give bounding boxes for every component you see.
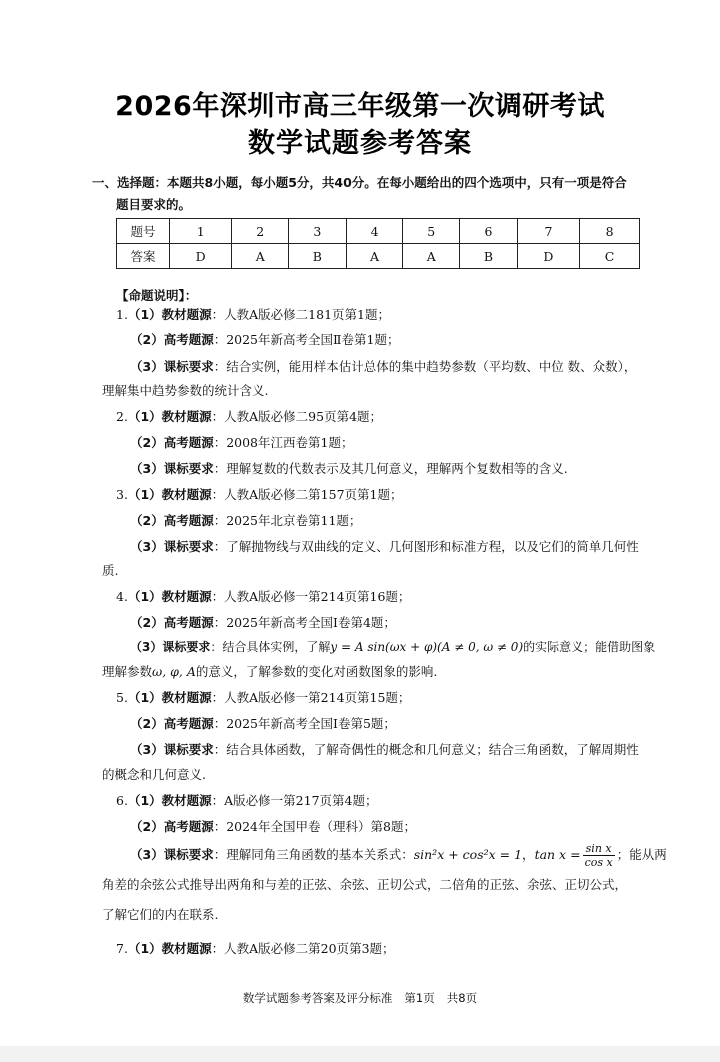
q2-exam-line (130, 434, 353, 452)
q2-exam: ：2008年江西卷第1题； (213, 435, 354, 450)
standard-label: （3）课标要求 (130, 539, 214, 554)
q2-textbook-line (116, 408, 382, 426)
q3-standard-cont: 质. (102, 563, 119, 578)
q1-textbook: ：人教A版必修二181页第1题； (211, 307, 390, 322)
standard-label: （3）课标要求 (130, 640, 211, 654)
fraction-denominator: cos x (584, 856, 613, 869)
section-heading-text: 一、选择题：本题共8小题，每小题5分，共40分。在每小题给出的四个选项中，只有一项是符合 (92, 175, 627, 190)
q6-exam: ：2024年全国甲卷（理科）第8题； (213, 819, 416, 834)
q4-textbook: ：人教A版必修一第214页第16题； (211, 589, 411, 604)
q1-number: 1. (116, 307, 128, 322)
q1-exam: ：2025年新高考全国Ⅱ卷第1题； (213, 332, 400, 347)
answer-cell: C (580, 244, 640, 269)
q2-number: 2. (116, 409, 128, 424)
answer-table-row-numbers (117, 219, 640, 244)
row-label-number: 题号 (117, 219, 170, 244)
footer-text: 数学试题参考答案及评分标准 (242, 991, 393, 1005)
exam-label: （2）高考题源 (130, 716, 214, 731)
q3-standard: ：了解抛物线与双曲线的定义、几何图形和标准方程，以及它们的简单几何性 (213, 539, 639, 554)
q5-standard-line (130, 741, 639, 759)
q4-textbook-line (116, 588, 410, 606)
answer-cell: A (346, 244, 403, 269)
exam-label: （2）高考题源 (130, 435, 214, 450)
section-heading (92, 172, 682, 216)
notes-title: 【命题说明】： (116, 288, 198, 303)
q2-standard: ：理解复数的代数表示及其几何意义，理解两个复数相等的含义. (213, 461, 568, 476)
q4-params: ω, φ, A (152, 664, 196, 679)
row-label-answer: 答案 (117, 244, 170, 269)
question-number: 1 (170, 219, 232, 244)
q6-identity: sin²x + cos²x = 1 (413, 847, 523, 862)
q6-tan-lhs: tan x = (534, 847, 581, 862)
question-number: 6 (460, 219, 518, 244)
q6-tan-fraction (583, 842, 615, 869)
answer-table-row-answers (117, 244, 640, 269)
answer-cell: A (232, 244, 289, 269)
answer-cell: A (403, 244, 460, 269)
q4-cont-pre: 理解参数 (102, 664, 153, 679)
exam-subtitle: 数学试题参考答案 (248, 128, 472, 159)
q5-number: 5. (116, 690, 128, 705)
question-number: 4 (346, 219, 403, 244)
textbook-label: （1）教材题源 (127, 690, 212, 705)
q4-standard-cont (102, 663, 437, 681)
standard-label: （3）课标要求 (130, 847, 214, 862)
standard-label: （3）课标要求 (130, 359, 214, 374)
section-heading-cont: 题目要求的。 (116, 197, 192, 212)
q5-exam-line (130, 715, 396, 733)
answer-table (116, 218, 640, 269)
question-number: 8 (580, 219, 640, 244)
exam-label: （2）高考题源 (130, 819, 214, 834)
question-number: 7 (517, 219, 579, 244)
q1-textbook-line (116, 306, 390, 324)
exam-label: （2）高考题源 (130, 332, 214, 347)
q6-textbook-line (116, 792, 377, 810)
q6-exam-line (130, 818, 416, 836)
answer-cell: D (170, 244, 232, 269)
textbook-label: （1）教材题源 (127, 409, 212, 424)
q1-exam-line (130, 331, 399, 349)
q4-formula: y = A sin(ωx + φ)(A ≠ 0, ω ≠ 0) (330, 640, 524, 654)
question-number: 3 (289, 219, 347, 244)
fraction-numerator: sin x (583, 842, 615, 856)
footer-total: 共8页 (446, 991, 478, 1005)
textbook-label: （1）教材题源 (127, 589, 212, 604)
q7-textbook-line (116, 940, 395, 958)
q4-standard-post: 的实际意义；能借助图象 (523, 640, 656, 654)
q6-sep: ， (522, 847, 535, 862)
answer-cell: B (289, 244, 347, 269)
question-number: 2 (232, 219, 289, 244)
textbook-label: （1）教材题源 (127, 487, 212, 502)
q5-standard: ：结合具体函数，了解奇偶性的概念和几何意义；结合三角函数，了解周期性 (213, 742, 639, 757)
q5-standard-cont: 的概念和几何意义. (102, 767, 206, 782)
q4-cont-post: 的意义，了解参数的变化对函数图象的影响. (195, 664, 438, 679)
q6-standard-post: ；能从两 (616, 847, 667, 862)
q6-number: 6. (116, 793, 128, 808)
q5-exam: ：2025年新高考全国Ⅰ卷第5题； (213, 716, 396, 731)
q6-textbook: ：A版必修一第217页第4题； (211, 793, 378, 808)
exam-title: 2026年深圳市高三年级第一次调研考试 (115, 91, 605, 122)
q3-exam: ：2025年北京卷第11题； (213, 513, 362, 528)
footer-page: 第1页 (404, 991, 435, 1005)
answer-cell: D (517, 244, 579, 269)
q7-textbook: ：人教A版必修二第20页第3题； (211, 941, 395, 956)
q6-standard-cont2: 了解它们的内在联系. (102, 907, 219, 922)
q4-exam-line (130, 614, 396, 632)
q2-standard-line (130, 460, 568, 478)
q4-number: 4. (116, 589, 128, 604)
bottom-strip (0, 1046, 720, 1062)
q5-textbook: ：人教A版必修一第214页第15题； (211, 690, 411, 705)
q1-standard-line (130, 358, 636, 376)
exam-label: （2）高考题源 (130, 513, 214, 528)
q1-standard: ：结合实例，能用样本估计总体的集中趋势参数（平均数、中位 数、众数）， (213, 359, 637, 374)
exam-label: （2）高考题源 (130, 615, 214, 630)
page-footer (0, 990, 720, 1006)
q4-standard-pre: ：结合具体实例，了解 (210, 640, 331, 654)
question-number: 5 (403, 219, 460, 244)
textbook-label: （1）教材题源 (127, 307, 212, 322)
q1-standard-cont: 理解集中趋势参数的统计含义. (102, 383, 269, 398)
q3-standard-line (130, 538, 639, 556)
q4-exam: ：2025年新高考全国Ⅰ卷第4题； (213, 615, 396, 630)
standard-label: （3）课标要求 (130, 742, 214, 757)
q6-standard-pre: ：理解同角三角函数的基本关系式： (213, 847, 414, 862)
textbook-label: （1）教材题源 (127, 793, 212, 808)
q3-textbook-line (116, 486, 402, 504)
answer-cell: B (460, 244, 518, 269)
q7-number: 7. (116, 941, 128, 956)
textbook-label: （1）教材题源 (127, 941, 212, 956)
standard-label: （3）课标要求 (130, 461, 214, 476)
q5-textbook-line (116, 689, 410, 707)
q3-textbook: ：人教A版必修二第157页第1题； (211, 487, 403, 502)
q3-number: 3. (116, 487, 128, 502)
q6-standard-line (130, 840, 667, 870)
q4-standard-line (130, 638, 655, 656)
q3-exam-line (130, 512, 361, 530)
q2-textbook: ：人教A版必修二95页第4题； (211, 409, 383, 424)
q6-standard-cont1: 角差的余弦公式推导出两角和与差的正弦、余弦、正切公式，二倍角的正弦、余弦、正切公式， (102, 877, 628, 892)
